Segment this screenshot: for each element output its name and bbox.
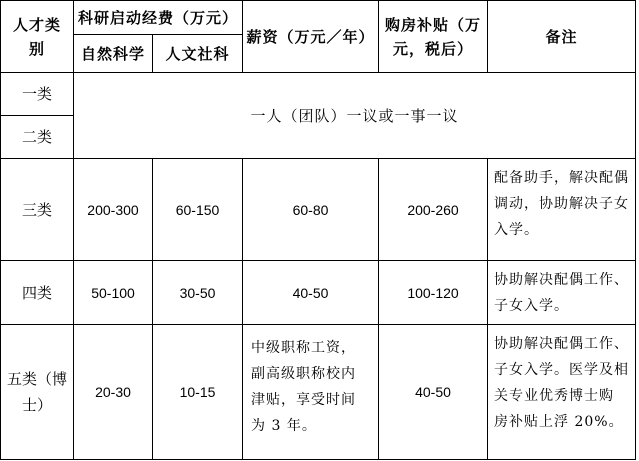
header-category: 人才类 别 bbox=[1, 1, 74, 73]
header-remarks: 备注 bbox=[488, 1, 636, 73]
category-cell: 四类 bbox=[1, 261, 74, 325]
header-research-funding: 科研启动经费（万元） bbox=[74, 1, 243, 35]
housing-subsidy-cell: 40-50 bbox=[379, 325, 488, 460]
housing-subsidy-cell: 100-120 bbox=[379, 261, 488, 325]
natural-science-cell: 50-100 bbox=[74, 261, 153, 325]
natural-science-cell: 200-300 bbox=[74, 159, 153, 261]
humanities-social-cell: 10-15 bbox=[153, 325, 243, 460]
remarks-cell: 协助解决配偶工作、 子女入学。医学及相 关专业优秀博士购 房补贴上浮 20%。 bbox=[488, 325, 636, 460]
header-row-1 bbox=[1, 1, 636, 35]
housing-subsidy-cell: 200-260 bbox=[379, 159, 488, 261]
remarks-cell: 协助解决配偶工作、 子女入学。 bbox=[488, 261, 636, 325]
header-humanities-social: 人文社科 bbox=[153, 35, 243, 73]
table-row bbox=[1, 261, 636, 325]
remarks-cell: 配备助手，解决配偶 调动，协助解决子女 入学。 bbox=[488, 159, 636, 261]
category-cell: 二类 bbox=[1, 116, 74, 159]
category-cell: 五类（博 士） bbox=[1, 325, 74, 460]
humanities-social-cell: 60-150 bbox=[153, 159, 243, 261]
header-housing-subsidy: 购房补贴（万 元，税后） bbox=[379, 1, 488, 73]
header-natural-science: 自然科学 bbox=[74, 35, 153, 73]
table-row bbox=[1, 73, 636, 116]
table-row bbox=[1, 159, 636, 261]
category-cell: 一类 bbox=[1, 73, 74, 116]
salary-cell: 中级职称工资， 副高级职称校内 津贴，享受时间 为 3 年。 bbox=[243, 325, 379, 460]
header-salary: 薪资（万元／年） bbox=[243, 1, 379, 73]
salary-cell: 40-50 bbox=[243, 261, 379, 325]
salary-cell: 60-80 bbox=[243, 159, 379, 261]
table-row bbox=[1, 325, 636, 460]
natural-science-cell: 20-30 bbox=[74, 325, 153, 460]
humanities-social-cell: 30-50 bbox=[153, 261, 243, 325]
negotiated-cell: 一人（团队）一议或一事一议 bbox=[74, 73, 636, 159]
category-cell: 三类 bbox=[1, 159, 74, 261]
